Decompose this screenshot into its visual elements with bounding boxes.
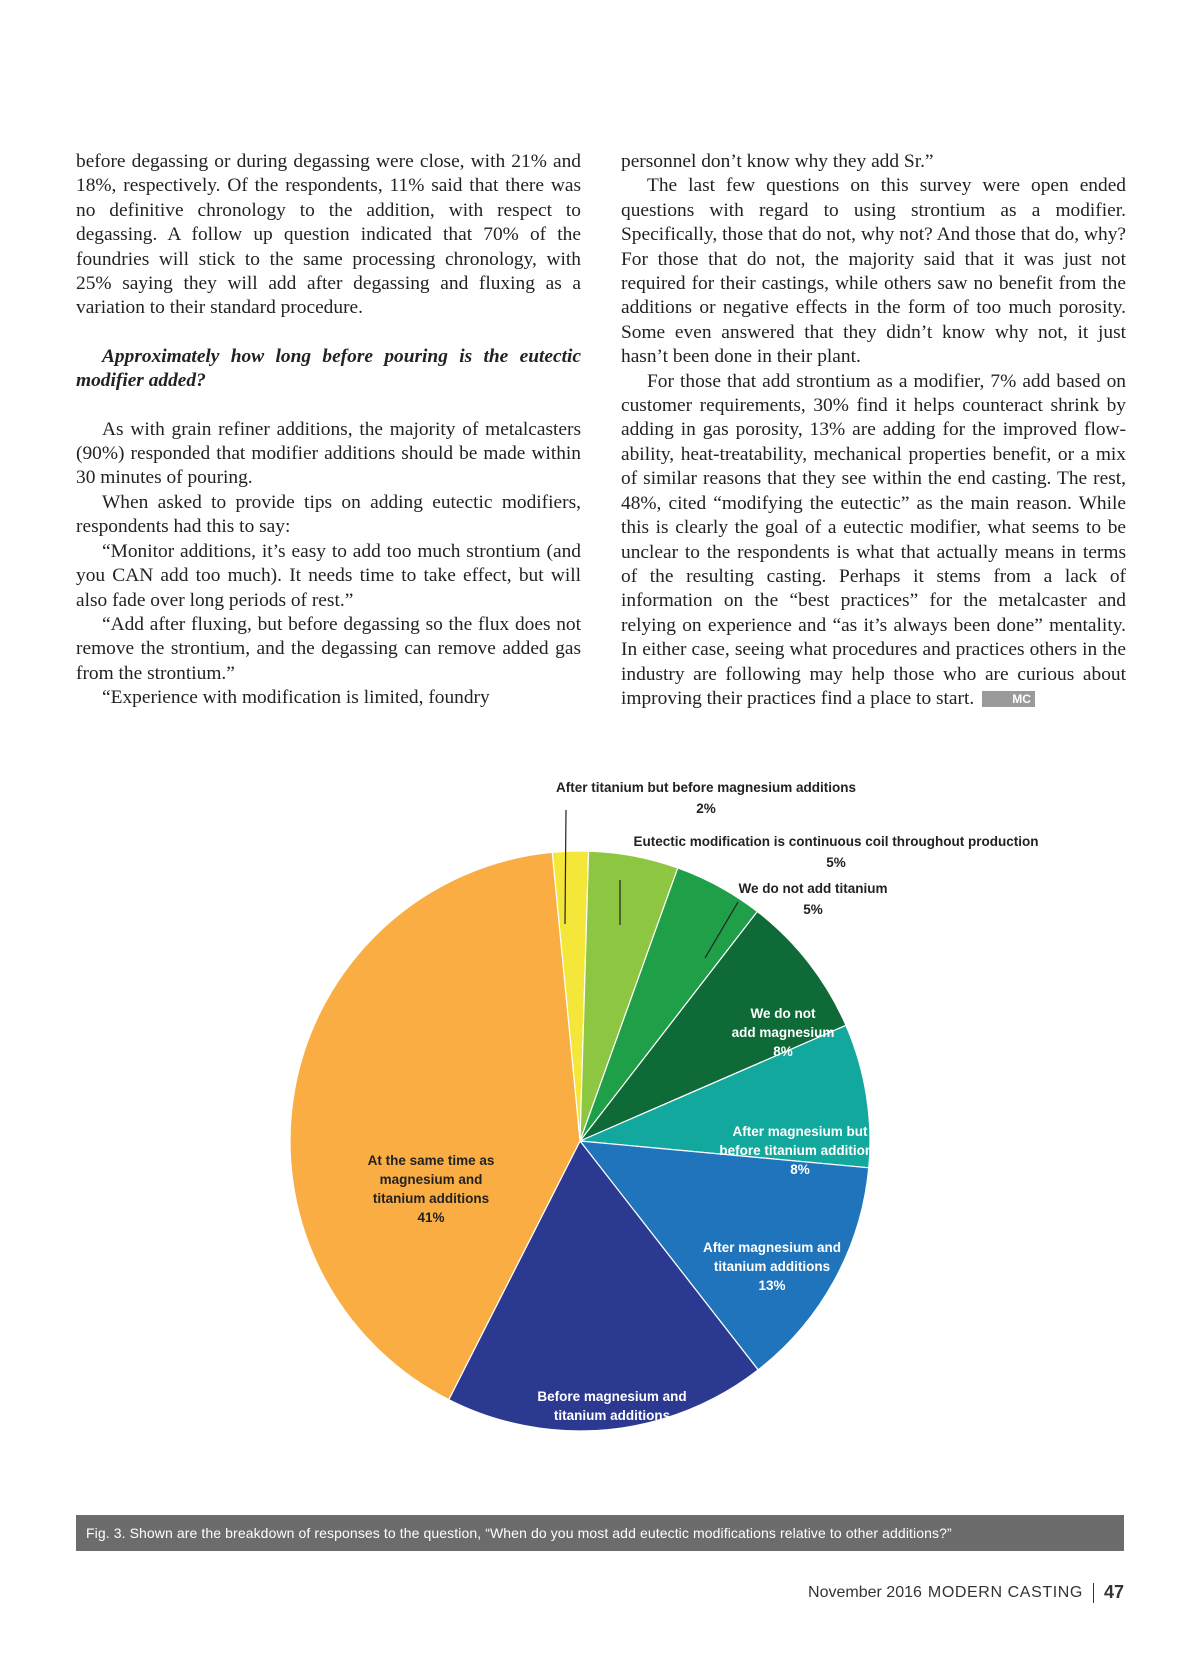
page-footer xyxy=(808,1582,1124,1603)
paragraph: before degassing or during degassing were close, with 21% and 18%, respectively. Of the respondents, 11% said that there was no definitive chronology to the addition, with respect to degassing. A follow up question indicated that 70% of the foundries will stick to the same processing chronology, with 25% saying they will add after degassing and fluxing as a variation to their standard procedure. xyxy=(76,151,581,319)
slice-label-line: 41% xyxy=(417,1210,445,1225)
paragraph: personnel don’t know why they add Sr.” xyxy=(621,151,934,172)
slice-label-line: 5% xyxy=(803,902,823,917)
slice-label-line: We do not xyxy=(750,1006,816,1021)
figure-caption: Fig. 3. Shown are the breakdown of responses to the question, “When do you most add eutectic modifications relative to other additions?” xyxy=(76,1515,1124,1551)
slice-label-line: 5% xyxy=(826,855,846,870)
slice-label-line: 8% xyxy=(773,1044,793,1059)
slice-label-line: add magnesium xyxy=(731,1025,835,1040)
magazine-name: MODERN CASTING xyxy=(927,1583,1083,1601)
slice-label xyxy=(739,881,888,917)
slice-label xyxy=(634,834,1039,870)
paragraph: As with grain refiner additions, the majority of metalcasters (90%) responded that modifier additions should be made within 30 minutes of pouring. xyxy=(76,418,581,489)
slice-label-line: Before magnesium and xyxy=(537,1389,687,1404)
slice-label-line: 8% xyxy=(790,1162,810,1177)
question-heading: Approximately how long before pouring is the eutectic modifier added? xyxy=(76,345,581,392)
slice-label-line: Eutectic modification is continuous coil throughout production xyxy=(633,834,1039,849)
slice-label-line: 2% xyxy=(696,801,716,816)
footer-divider xyxy=(1093,1583,1094,1603)
end-mark-badge: MC xyxy=(982,691,1035,707)
slice-label-line: magnesium and xyxy=(379,1172,483,1187)
page-number: 47 xyxy=(1103,1582,1124,1602)
slice-label-line: 18% xyxy=(598,1427,626,1442)
paragraph-text: For those that add strontium as a modifier, 7% add based on customer requirements, 30% find it helps counteract shrink by adding in gas porosity, 13% are adding for the improved flow-ability, heat-treatability, mechanical properties benefit, or a mix of similar reasons that they see within the end casting. The rest, 48%, cited “modifying the eutectic” as the main reason. While this is clearly the goal of a eutectic modifier, what seems to be unclear to the respondents is what that actually means in terms of the resulting casting. Perhaps it stems from a lack of information on the “best practices” for the metalcaster and relying on experience and “as it’s always been done” mentality. In either case, seeing what procedures and practices others in the industry are following may help those who are curious about improving their practices find a place to start. xyxy=(621,370,1126,709)
slice-label-line: before titanium additions xyxy=(719,1143,881,1158)
slice-label-line: We do not add titanium xyxy=(738,881,888,896)
slice-label-line: 13% xyxy=(758,1278,786,1293)
slice-label-line: At the same time as xyxy=(367,1153,495,1168)
slice-label-line: titanium additions xyxy=(553,1408,671,1423)
slice-label-line: After titanium but before magnesium additions xyxy=(555,780,857,795)
slice-label-line: titanium additions xyxy=(713,1259,831,1274)
slice-label xyxy=(556,780,856,816)
paragraph: The last few questions on this survey were open ended questions with regard to using strontium as a modifier. Specifically, those that do not, why not? And those that do, why? For those that do not, the majority said that it was just not required for their castings, while others saw no benefit from the additions or negative effects in the form of too much porosity. Some even answered that they didn’t know why not, it just hasn’t been done in their plant. xyxy=(621,175,1126,368)
paragraph: When asked to provide tips on adding eutectic modifiers, respondents had this to say: xyxy=(76,491,581,538)
slice-label-line: titanium additions xyxy=(372,1191,490,1206)
slice-label-line: After magnesium but xyxy=(732,1124,868,1139)
quote-paragraph: “Add after fluxing, but before degassing so the flux does not remove the strontium, and the degassing can remove added gas from the strontium.” xyxy=(76,613,581,684)
quote-paragraph: “Monitor additions, it’s easy to add too much strontium (and you CAN add too much). It needs time to take effect, but will also fade over long periods of rest.” xyxy=(76,540,581,611)
quote-paragraph: “Experience with modification is limited, foundry xyxy=(102,687,490,709)
issue-date: November 2016 xyxy=(808,1583,922,1601)
slice-label-line: After magnesium and xyxy=(702,1240,842,1255)
slice-label xyxy=(537,1389,686,1442)
